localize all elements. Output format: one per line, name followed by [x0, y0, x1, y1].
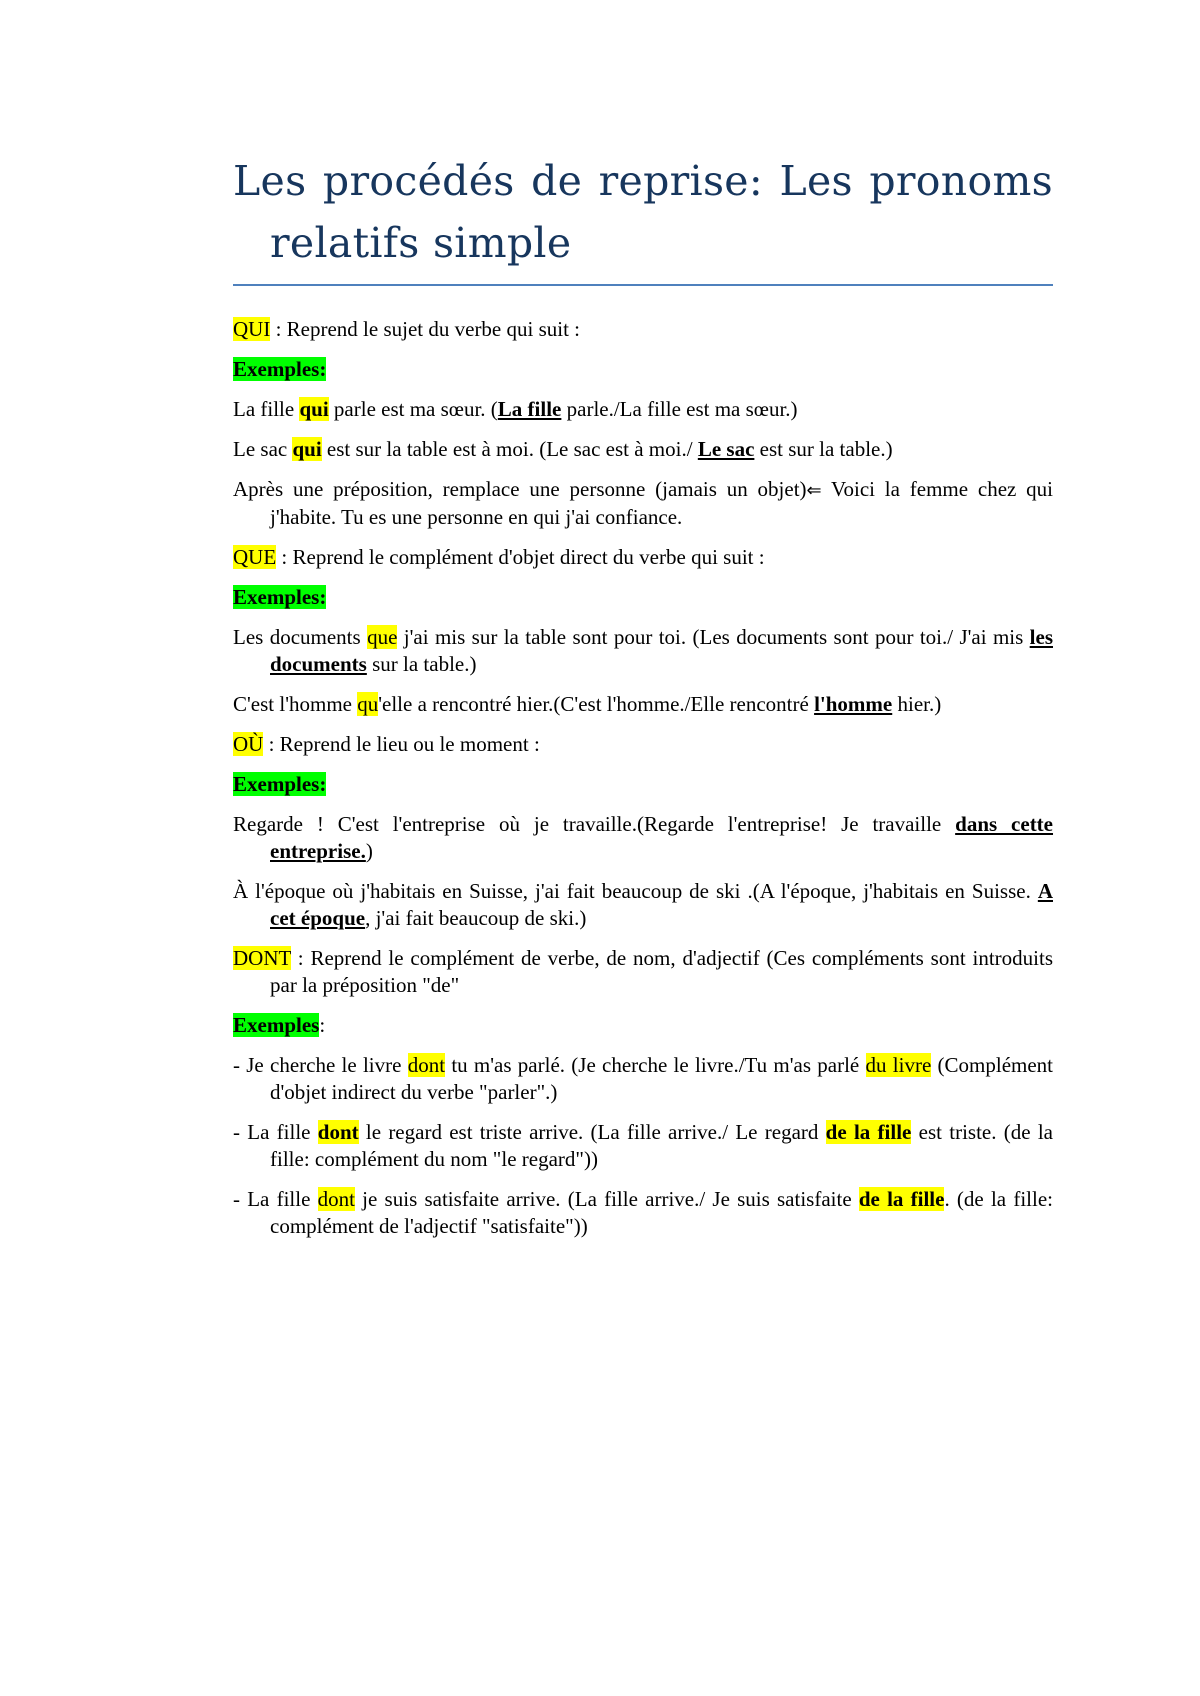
qui-examples-heading — [233, 356, 1053, 383]
text: - Je cherche le livre — [233, 1053, 408, 1077]
dont-example-2 — [233, 1119, 1053, 1173]
left-arrow-icon: ⇐ — [806, 480, 822, 501]
ou-definition — [233, 731, 1053, 758]
ou-example-1 — [233, 811, 1053, 865]
text: - La fille — [233, 1187, 318, 1211]
highlighted-pronoun: dont — [317, 1120, 359, 1144]
qui-example-1 — [233, 396, 1053, 423]
text: le regard est triste arrive. (La fille arrive./ Le regard — [358, 1120, 826, 1144]
qui-example-2 — [233, 436, 1053, 463]
que-example-2 — [233, 691, 1053, 718]
document-title — [233, 150, 1053, 286]
text: , j'ai fait beaucoup de ski.) — [365, 906, 587, 930]
antecedent: l'homme — [814, 692, 893, 716]
highlighted-pronoun: qu — [357, 692, 379, 716]
text: est triste. (de la fille: complément du nom "le regard")) — [270, 1120, 1053, 1171]
examples-label: Exemples: — [233, 357, 327, 381]
ou-term: OÙ — [233, 732, 264, 756]
text: hier.) — [892, 692, 942, 716]
highlighted-pronoun: qui — [299, 397, 329, 421]
dont-example-1 — [233, 1052, 1053, 1106]
dont-definition — [233, 945, 1053, 999]
ou-desc: : Reprend le lieu ou le moment : — [263, 732, 540, 756]
text: parle est ma sœur. ( — [328, 397, 498, 421]
examples-label: Exemples: — [233, 772, 327, 796]
dont-term: DONT — [233, 946, 291, 970]
text: Après une préposition, remplace une personne (jamais un objet) — [233, 477, 807, 501]
qui-definition — [233, 316, 1053, 343]
highlighted-pronoun: qui — [292, 437, 322, 461]
title-line-1: Les procédés de reprise: Les — [233, 157, 853, 205]
antecedent: les documents — [270, 625, 1053, 676]
examples-label: Exemples: — [233, 585, 327, 609]
que-example-1 — [233, 624, 1053, 678]
dont-desc: : Reprend le complément de verbe, de nom, d'adjectif (Ces compléments sont introduits par la préposition "de" — [270, 946, 1053, 997]
text: est sur la table.) — [754, 437, 893, 461]
text: je suis satisfaite arrive. (La fille arrive./ Je suis satisfaite — [354, 1187, 859, 1211]
text: Regarde ! C'est l'entreprise où je travaille.(Regarde l'entreprise! Je travaille — [233, 812, 956, 836]
text: À l'époque où j'habitais en Suisse, j'ai fait beaucoup de ski .(A l'époque, j'habitais en Suisse. — [233, 879, 1038, 903]
text: parle./La fille est ma sœur.) — [561, 397, 798, 421]
antecedent: A cet époque — [270, 879, 1053, 930]
highlighted-complement: de la fille — [825, 1120, 912, 1144]
text: ) — [365, 839, 373, 863]
text: sur la table.) — [366, 652, 477, 676]
text: La fille — [233, 397, 300, 421]
text: . (de la fille: complément de l'adjectif "satisfaite")) — [270, 1187, 1053, 1238]
text: est sur la table est à moi. (Le sac est à moi./ — [321, 437, 698, 461]
text: tu m'as parlé. (Je cherche le livre./Tu m'as parlé — [445, 1053, 866, 1077]
examples-colon: : — [319, 1013, 326, 1037]
text: - La fille — [233, 1120, 318, 1144]
que-definition — [233, 544, 1053, 571]
que-examples-heading — [233, 584, 1053, 611]
highlighted-complement: de la fille — [858, 1187, 945, 1211]
antecedent: dans cette entreprise. — [270, 812, 1054, 863]
text: Les documents — [233, 625, 368, 649]
qui-term: QUI — [233, 317, 271, 341]
text: 'elle a rencontré hier.(C'est l'homme./Elle rencontré — [378, 692, 815, 716]
antecedent: La fille — [497, 397, 562, 421]
qui-desc: : Reprend le sujet du verbe qui suit : — [270, 317, 581, 341]
antecedent: Le sac — [697, 437, 755, 461]
text: Voici la femme chez qui j'habite. Tu es une personne en qui j'ai confiance. — [270, 477, 1053, 529]
que-desc: : Reprend le complément d'objet direct du verbe qui suit : — [276, 545, 765, 569]
que-term: QUE — [233, 545, 277, 569]
dont-example-3 — [233, 1186, 1053, 1240]
highlighted-complement: du livre — [865, 1053, 932, 1077]
text: Le sac — [233, 437, 293, 461]
highlighted-pronoun: que — [367, 625, 398, 649]
text: j'ai mis sur la table sont pour toi. (Les documents sont pour toi./ J'ai mis — [397, 625, 1030, 649]
examples-label: Exemples — [233, 1013, 320, 1037]
highlighted-pronoun: dont — [407, 1053, 446, 1077]
ou-example-2 — [233, 878, 1053, 932]
title-line-2: pronoms relatifs simple — [270, 157, 1053, 267]
qui-note — [233, 476, 1053, 531]
ou-examples-heading — [233, 771, 1053, 798]
document-page — [233, 150, 1053, 1253]
text: (Complément d'objet indirect du verbe "parler".) — [270, 1053, 1054, 1104]
dont-examples-heading — [233, 1012, 1053, 1039]
highlighted-pronoun: dont — [317, 1187, 355, 1211]
text: C'est l'homme — [233, 692, 358, 716]
